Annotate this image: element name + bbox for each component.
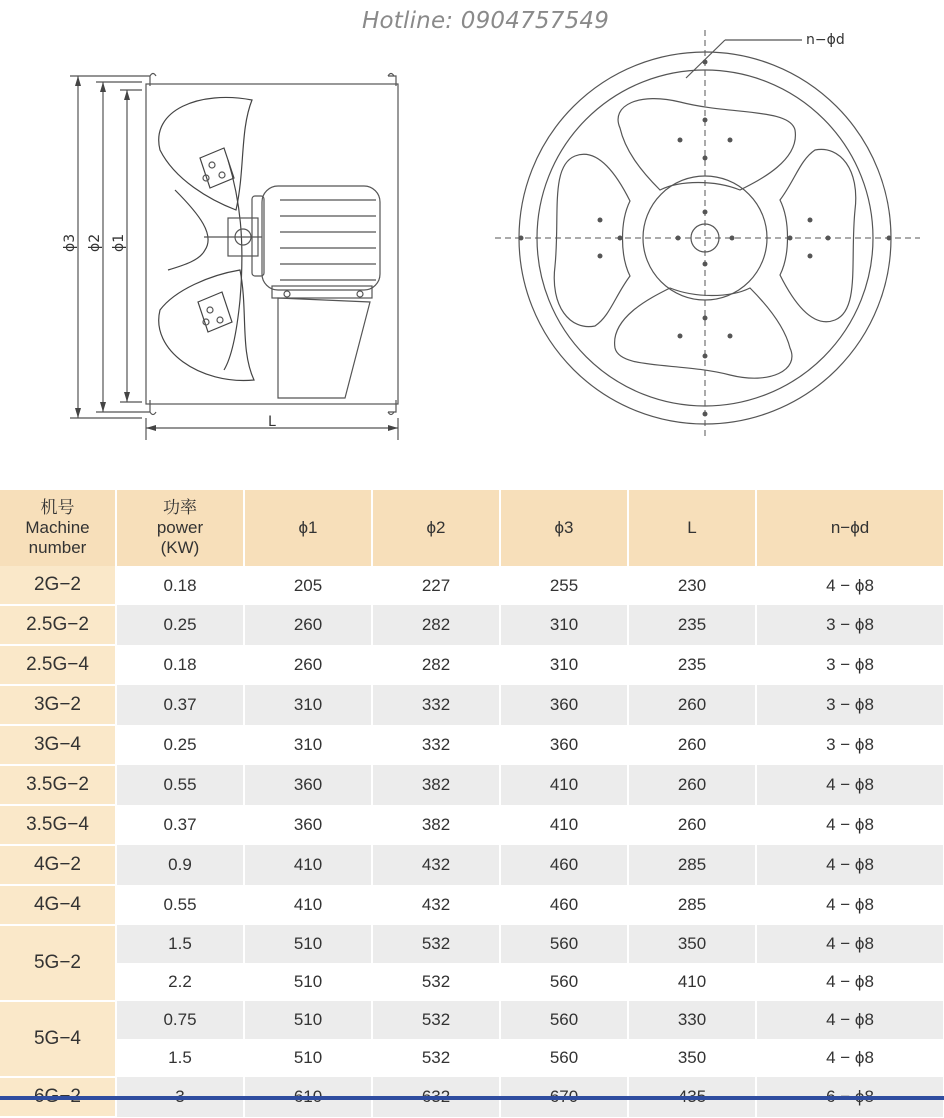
header-line: L [687,518,697,537]
table-cell: 560 [500,1039,628,1077]
table-cell: 332 [372,725,500,765]
table-row [0,685,944,725]
table-row [0,765,944,805]
machine-cell: 3G−4 [0,725,116,765]
table-cell: 285 [628,885,756,925]
table-cell: 4 − ϕ8 [756,765,944,805]
table-row [0,645,944,685]
header-line: n−ϕd [830,518,870,537]
table-body [0,566,944,1117]
header-line: ϕ3 [554,518,574,537]
table-cell: 4 − ϕ8 [756,885,944,925]
spec-table [0,490,944,1118]
table-cell: 235 [628,605,756,645]
machine-cell: 3G−2 [0,685,116,725]
table-cell: 382 [372,765,500,805]
table-cell: 260 [244,605,372,645]
header-line: Machine [25,518,90,537]
table-cell: 0.55 [116,765,244,805]
table-cell: 332 [372,685,500,725]
table-cell: 532 [372,1039,500,1077]
table-cell: 330 [628,1001,756,1039]
table-cell: 4 − ϕ8 [756,845,944,885]
table-cell: 410 [500,805,628,845]
table-cell: 260 [244,645,372,685]
table-cell: 350 [628,1039,756,1077]
table-cell: 310 [500,645,628,685]
header-line: 机号 [40,498,75,517]
table-cell: 0.37 [116,685,244,725]
table-row [0,566,944,605]
table-row [0,925,944,963]
table-row [0,1001,944,1039]
table-cell: 310 [244,725,372,765]
phi2-label: ϕ2 [87,233,103,252]
header-machine-number [0,490,116,566]
machine-cell: 5G−2 [0,925,116,1001]
table-cell: 0.55 [116,885,244,925]
table-cell: 205 [244,566,372,605]
table-cell: 3 − ϕ8 [756,725,944,765]
header-n-phi-d [756,490,944,566]
phi3-label: ϕ3 [62,233,78,252]
table-cell: 310 [500,605,628,645]
machine-cell: 2G−2 [0,566,116,605]
length-label: L [268,414,276,430]
table-cell: 560 [500,1001,628,1039]
hotline-text: Hotline: 0904757549 [362,8,610,34]
machine-cell: 3.5G−2 [0,765,116,805]
table-cell: 0.18 [116,566,244,605]
table-cell: 2.2 [116,963,244,1001]
table-cell: 410 [244,845,372,885]
table-cell: 0.75 [116,1001,244,1039]
table-cell: 4 − ϕ8 [756,1001,944,1039]
table-row [0,805,944,845]
machine-cell: 4G−2 [0,845,116,885]
table-cell: 510 [244,1039,372,1077]
table-cell: 4 − ϕ8 [756,963,944,1001]
table-cell: 532 [372,925,500,963]
table-cell: 350 [628,925,756,963]
table-cell: 1.5 [116,1039,244,1077]
table-cell: 310 [244,685,372,725]
header-line: ϕ2 [426,518,446,537]
table-row [0,725,944,765]
table-cell: 510 [244,925,372,963]
table-cell: 382 [372,805,500,845]
header-line: number [28,538,87,557]
table-cell: 230 [628,566,756,605]
table-cell: 0.37 [116,805,244,845]
table-cell: 4 − ϕ8 [756,1039,944,1077]
table-cell: 260 [628,685,756,725]
table-row [0,963,944,1001]
table-row [0,605,944,645]
machine-cell: 4G−4 [0,885,116,925]
table-row [0,1039,944,1077]
table-cell: 360 [500,685,628,725]
machine-cell: 2.5G−4 [0,645,116,685]
table-cell: 4 − ϕ8 [756,566,944,605]
header-line: (KW) [160,538,200,557]
table-cell: 3 − ϕ8 [756,645,944,685]
table-cell: 460 [500,845,628,885]
n-phi-d-label: n−ϕd [806,32,845,48]
table-cell: 410 [244,885,372,925]
header-line: ϕ1 [298,518,318,537]
front-view-drawing [490,20,930,450]
table-cell: 0.9 [116,845,244,885]
side-view-drawing [0,40,480,460]
table-row [0,885,944,925]
table-cell: 3 − ϕ8 [756,685,944,725]
table-cell: 255 [500,566,628,605]
table-cell: 0.25 [116,725,244,765]
table-cell: 360 [500,725,628,765]
table-cell: 560 [500,963,628,1001]
table-cell: 0.25 [116,605,244,645]
table-cell: 260 [628,725,756,765]
table-cell: 410 [628,963,756,1001]
header-line: 功率 [163,498,197,517]
machine-cell: 2.5G−2 [0,605,116,645]
table-cell: 260 [628,805,756,845]
table-cell: 282 [372,645,500,685]
table-cell: 432 [372,885,500,925]
table-cell: 432 [372,845,500,885]
table-cell: 532 [372,963,500,1001]
table-cell: 460 [500,885,628,925]
header-phi2 [372,490,500,566]
header-phi1 [244,490,372,566]
header-power [116,490,244,566]
table-cell: 360 [244,805,372,845]
table-cell: 235 [628,645,756,685]
table-cell: 560 [500,925,628,963]
table-cell: 260 [628,765,756,805]
table-cell: 532 [372,1001,500,1039]
table-cell: 3 − ϕ8 [756,605,944,645]
machine-cell: 3.5G−4 [0,805,116,845]
table-cell: 282 [372,605,500,645]
table-cell: 0.18 [116,645,244,685]
bottom-bar [0,1096,944,1100]
table-cell: 510 [244,1001,372,1039]
header-phi3 [500,490,628,566]
table-cell: 4 − ϕ8 [756,805,944,845]
header-length [628,490,756,566]
table-cell: 410 [500,765,628,805]
table-cell: 227 [372,566,500,605]
table-row [0,845,944,885]
table-cell: 285 [628,845,756,885]
table-cell: 1.5 [116,925,244,963]
machine-cell: 5G−4 [0,1001,116,1077]
table-cell: 510 [244,963,372,1001]
phi1-label: ϕ1 [111,233,127,252]
table-cell: 4 − ϕ8 [756,925,944,963]
header-line: power [156,518,204,537]
table-cell: 360 [244,765,372,805]
table-header-row [0,490,944,566]
